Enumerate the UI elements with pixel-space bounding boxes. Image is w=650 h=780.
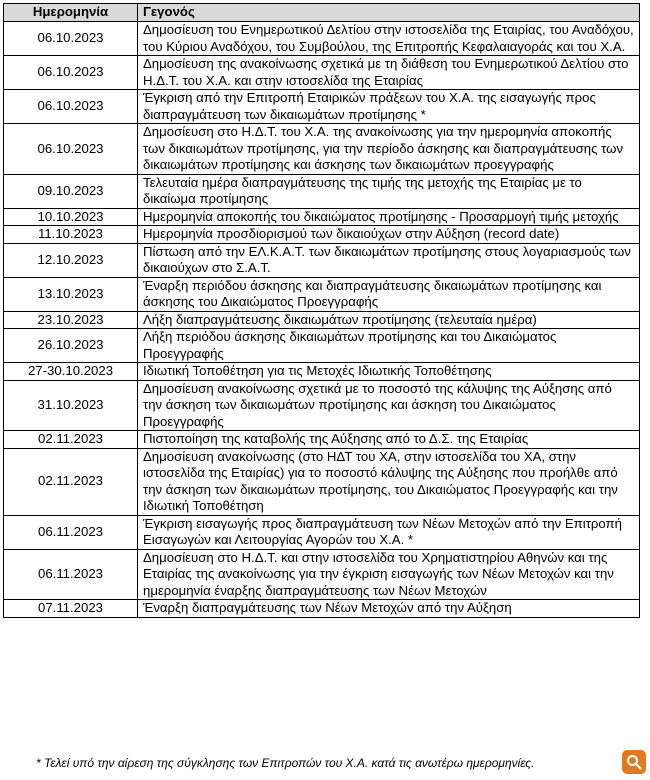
table-row — [4, 549, 640, 600]
table-row — [4, 380, 640, 431]
zoom-button[interactable] — [622, 750, 646, 774]
row-event: Πίστωση από την ΕΛ.Κ.Α.Τ. των δικαιωμάτων προτίμησης στους λογαριασμούς των δικαιούχων στο Σ.Α.Τ. — [138, 243, 640, 277]
row-date: 12.10.2023 — [4, 243, 138, 277]
table-row — [4, 329, 640, 363]
event-column-header: Γεγονός — [138, 4, 640, 22]
table-row — [4, 124, 640, 175]
table-row — [4, 431, 640, 449]
table-row — [4, 363, 640, 381]
table-row — [4, 448, 640, 515]
table-row — [4, 277, 640, 311]
row-event: Ιδιωτική Τοποθέτηση για τις Μετοχές Ιδιωτικής Τοποθέτησης — [138, 363, 640, 381]
table-row — [4, 174, 640, 208]
row-date: 06.10.2023 — [4, 56, 138, 90]
row-event: Δημοσίευση ανακοίνωσης (στο ΗΔΤ του ΧΑ, στην ιστοσελίδα του ΧΑ, στην ιστοσελίδα της Εταιρίας) για το ποσοστό κάλυψης της Αύξησης που προήλθε από την άσκηση των δικαιωμάτων προτίμησης, του Δικαιώματος Προεγγραφής και την Ιδιωτική Τοποθέτηση — [138, 448, 640, 515]
row-event: Ημερομηνία προσδιορισμού των δικαιούχων στην Αύξηση (record date) — [138, 226, 640, 244]
date-column-header: Ημερομηνία — [4, 4, 138, 22]
row-event: Λήξη διαπραγμάτευσης δικαιωμάτων προτίμησης (τελευταία ημέρα) — [138, 311, 640, 329]
row-event: Έναρξη διαπραγμάτευσης των Νέων Μετοχών από την Αύξηση — [138, 600, 640, 618]
zoom-icon — [626, 754, 642, 770]
table-row — [4, 515, 640, 549]
table-row — [4, 226, 640, 244]
row-event: Έγκριση από την Επιτροπή Εταιρικών πράξεων του Χ.Α. της εισαγωγής προς διαπραγμάτευση των δικαιωμάτων προτίμησης * — [138, 90, 640, 124]
row-date: 11.10.2023 — [4, 226, 138, 244]
timeline-table — [3, 3, 640, 618]
table-row — [4, 600, 640, 618]
row-event: Πιστοποίηση της καταβολής της Αύξησης από το Δ.Σ. της Εταιρίας — [138, 431, 640, 449]
row-date: 10.10.2023 — [4, 208, 138, 226]
table-row — [4, 22, 640, 56]
row-event: Δημοσίευση στο Η.Δ.Τ. του Χ.Α. της ανακοίνωσης για την ημερομηνία αποκοπής των δικαιωμάτων προτίμησης, για την περίοδο άσκησης και διαπραγμάτευσης των δικαιωμάτων προτίμησης και άσκησης των δικαιωμάτων προεγγραφής — [138, 124, 640, 175]
table-row — [4, 243, 640, 277]
row-event: Λήξη περιόδου άσκησης δικαιωμάτων προτίμησης και του Δικαιώματος Προεγγραφής — [138, 329, 640, 363]
footnote: * Τελεί υπό την αίρεση της σύγκλησης των Επιτροπών του Χ.Α. κατά τις ανωτέρω ημερομηνίες. — [36, 756, 535, 770]
row-event: Έγκριση εισαγωγής προς διαπραγμάτευση των Νέων Μετοχών από την Επιτροπή Εισαγωγών και Λειτουργίας Αγορών του Χ.Α. * — [138, 515, 640, 549]
row-date: 23.10.2023 — [4, 311, 138, 329]
row-event: Τελευταία ημέρα διαπραγμάτευσης της τιμής της μετοχής της Εταιρίας με το δικαίωμα προτίμησης — [138, 174, 640, 208]
table-row — [4, 208, 640, 226]
row-date: 06.11.2023 — [4, 549, 138, 600]
row-date: 07.11.2023 — [4, 600, 138, 618]
row-event: Έναρξη περιόδου άσκησης και διαπραγμάτευσης δικαιωμάτων προτίμησης και άσκησης του Δικαιώματος Προεγγραφής — [138, 277, 640, 311]
table-row — [4, 90, 640, 124]
row-event: Δημοσίευση της ανακοίνωσης σχετικά με τη διάθεση του Ενημερωτικού Δελτίου στο Η.Δ.Τ. του Χ.Α. και στην ιστοσελίδα της Εταιρίας — [138, 56, 640, 90]
table-row — [4, 56, 640, 90]
row-date: 06.10.2023 — [4, 124, 138, 175]
row-date: 06.10.2023 — [4, 90, 138, 124]
row-date: 27-30.10.2023 — [4, 363, 138, 381]
row-date: 06.11.2023 — [4, 515, 138, 549]
row-event: Ημερομηνία αποκοπής του δικαιώματος προτίμησης - Προσαρμογή τιμής μετοχής — [138, 208, 640, 226]
row-date: 31.10.2023 — [4, 380, 138, 431]
table-row — [4, 311, 640, 329]
table-header-row — [4, 4, 640, 22]
row-date: 02.11.2023 — [4, 431, 138, 449]
row-date: 13.10.2023 — [4, 277, 138, 311]
row-date: 09.10.2023 — [4, 174, 138, 208]
row-date: 26.10.2023 — [4, 329, 138, 363]
row-event: Δημοσίευση ανακοίνωσης σχετικά με το ποσοστό της κάλυψης της Αύξησης από την άσκηση των δικαιωμάτων προτίμησης και άσκηση του Δικαιώματος Προεγγραφής — [138, 380, 640, 431]
row-date: 06.10.2023 — [4, 22, 138, 56]
row-event: Δημοσίευση στο Η.Δ.Τ. και στην ιστοσελίδα του Χρηματιστηρίου Αθηνών και της Εταιρίας της ανακοίνωσης για την έγκριση εισαγωγής των Νέων Μετοχών και την ημερομηνία έναρξης διαπραγμάτευσης των Νέων Μετοχών — [138, 549, 640, 600]
row-date: 02.11.2023 — [4, 448, 138, 515]
row-event: Δημοσίευση του Ενημερωτικού Δελτίου στην ιστοσελίδα της Εταιρίας, του Αναδόχου, του Κύριου Αναδόχου, του Συμβούλου, της Επιτροπής Κεφαλαιαγοράς και του Χ.Α. — [138, 22, 640, 56]
